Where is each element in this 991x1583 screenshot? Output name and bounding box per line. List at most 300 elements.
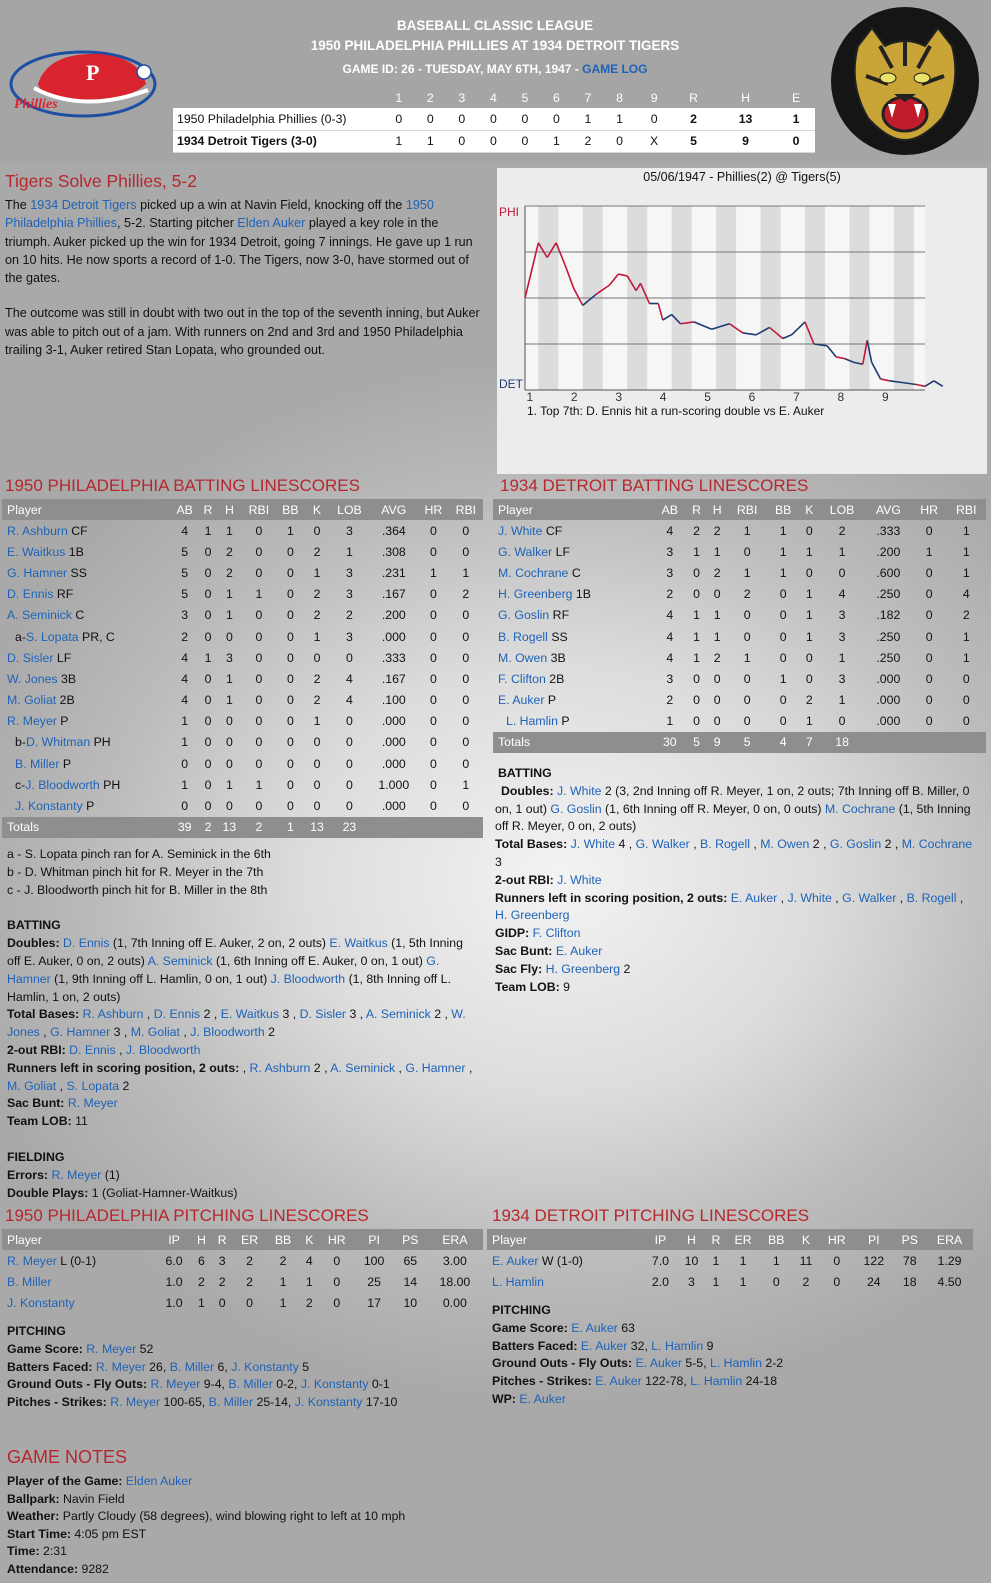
player-link-j-white[interactable]: J. White [498,523,543,538]
stat-cell: 1 [805,714,813,729]
player-link-d-ennis[interactable]: D. Ennis [69,1042,116,1057]
total-cell: 39 [170,817,199,838]
player-link-w-jones[interactable]: W. Jones [7,671,58,686]
stat-cell: 1 [255,587,263,602]
player-link-a-seminick[interactable]: A. Seminick [147,953,213,968]
footnote: a - S. Lopata pinch ran for A. Seminick in the 6th [7,847,271,861]
column-header: HR [319,1229,354,1250]
stat-cell: 0 [713,671,721,686]
player-link-w-jones[interactable]: W. Jones [7,1007,466,1040]
player-link-d-sisler[interactable]: D. Sisler [299,1007,347,1022]
stat-cell: .231 [381,565,406,580]
total-cell: 5 [728,732,767,753]
total-cell: 13 [305,817,330,838]
stat-cell: 0 [925,608,933,623]
inning-score: 0 [509,108,541,130]
player-link-j-white[interactable]: J. White [570,837,616,852]
player-link-e-auker[interactable]: E. Auker [730,890,778,905]
table-row [2,711,483,732]
weather: Weather: Partly Cloudy (58 degrees), wind blowing right to left at 10 mph [7,1509,406,1524]
player-link-m-cochrane[interactable]: M. Cochrane [498,565,569,580]
stat-cell: 0 [246,1295,254,1310]
stat-cell: 25 [367,1274,381,1289]
player-link-e-auker[interactable]: E. Auker [555,943,603,958]
total-cell: 23 [329,817,369,838]
stat-cell: 1 [838,693,846,708]
rhe-cell: 0 [777,130,815,152]
player-link-e-auker[interactable]: E. Auker [635,1356,682,1371]
player-link-m-goliat[interactable]: M. Goliat [7,693,57,708]
stat-cell: .364 [381,523,406,538]
player-of-game-link[interactable]: Elden Auker [125,1474,193,1488]
stat-cell: 0 [462,693,470,708]
stat-cell: 0 [204,608,212,623]
player-link-j-bloodworth[interactable]: J. Bloodworth [25,777,100,792]
player-link-l-hamlin[interactable]: L. Hamlin [492,1274,544,1289]
x-tick-label: 7 [793,390,800,404]
stat-cell: 1 [462,565,470,580]
column-header: Player [2,1229,157,1250]
stat-cell: 0 [462,650,470,665]
player-link-a-seminick[interactable]: A. Seminick [365,1007,431,1022]
stat-cell: 6 [198,1253,205,1268]
total-cell: 13 [217,817,242,838]
stat-cell: 0 [286,735,294,750]
game-log-link[interactable]: GAME LOG [582,62,648,76]
player-link-g-walker[interactable]: G. Walker [635,837,690,852]
stat-cell: 2 [225,544,233,559]
stat-cell: 0 [805,565,813,580]
stat-cell: 0 [255,608,263,623]
stat-cell: 0 [429,608,437,623]
stat-cell: 4 [181,693,189,708]
table-row [493,711,986,732]
player-link-g-goslin[interactable]: G. Goslin [550,801,602,816]
stat-cell: 1.0 [165,1274,183,1289]
stat-cell: 0 [255,629,263,644]
column-header: K [305,499,330,520]
player-link-s-lopata[interactable]: S. Lopata [66,1078,120,1093]
stat-cell: 1 [962,650,970,665]
player-cell: E. Waitkus 1B [7,544,84,559]
inning-header: 2 [426,91,434,105]
column-header: LOB [819,499,865,520]
table-row [493,605,986,626]
stat-cell: 2 [313,587,321,602]
player-link-j-konstanty[interactable]: J. Konstanty [300,1377,369,1392]
table-row [493,520,986,541]
stat-cell: 4 [346,693,353,708]
player-link-m-cochrane[interactable]: M. Cochrane [824,801,896,816]
player-link-h-greenberg[interactable]: H. Greenberg [495,908,570,923]
stat-cell: 5 [181,587,189,602]
player-link-r-meyer[interactable]: R. Meyer [95,1359,146,1374]
column-header: BB [760,1229,793,1250]
player-link-e-auker[interactable]: E. Auker [595,1374,642,1389]
stat-cell: 0 [925,693,933,708]
player-link-e-auker[interactable]: E. Auker [498,693,545,708]
stat-cell: 5 [181,565,189,580]
det-two-out-rbi: 2-out RBI: J. White [495,872,602,887]
player-link-a-seminick[interactable]: A. Seminick [330,1060,396,1075]
player-link-d-ennis[interactable]: D. Ennis [7,587,54,602]
line-score-row [173,130,815,152]
matchup-title: 1950 PHILADELPHIA PHILLIES AT 1934 DETROIT TIGERS [310,38,680,53]
player-cell: M. Cochrane C [498,565,581,580]
player-link-j-konstanty[interactable]: J. Konstanty [7,1295,75,1310]
player-link-r-meyer[interactable]: R. Meyer [51,1167,102,1182]
stat-cell: 2 [805,693,813,708]
stat-cell: 0 [805,650,813,665]
stat-cell: 1 [313,565,321,580]
column-header: IP [644,1229,678,1250]
player-link-a-seminick[interactable]: A. Seminick [7,608,72,623]
game-time: Time: 2:31 [7,1544,67,1559]
stat-cell: 0 [429,756,437,771]
stat-cell: 0 [313,777,321,792]
phi-double-plays: Double Plays: 1 (Goliat-Hamner-Waitkus) [7,1185,238,1200]
stat-cell: 1 [925,544,933,559]
player-link-f-clifton[interactable]: F. Clifton [532,926,581,941]
stat-cell: 0 [429,777,437,792]
player-link-d-ennis[interactable]: D. Ennis [153,1007,201,1022]
stat-cell: 2 [246,1274,254,1289]
phi-batters-faced: Batters Faced: R. Meyer 26, B. Miller 6, J. Konstanty 5 [7,1359,310,1374]
stat-cell: 1 [962,544,970,559]
table-row [2,732,483,753]
player-link-1950-philadelphia-phillies[interactable]: 1950 Philadelphia Phillies [5,198,434,231]
total-cell [418,817,448,838]
stat-cell: .000 [381,735,406,750]
stat-cell: 3 [346,565,353,580]
stat-cell: 2 [181,629,189,644]
column-header: R [212,1229,233,1250]
det-pitching-table [487,1229,973,1292]
stat-cell: 78 [902,1253,917,1268]
recap-headline: Tigers Solve Phillies, 5-2 [5,171,197,191]
player-cell: R. Meyer P [7,714,69,729]
stat-cell: 4 [181,650,189,665]
player-link-g-hamner[interactable]: G. Hamner [50,1025,111,1040]
player-link-d-ennis[interactable]: D. Ennis [63,936,110,951]
total-cell: 18 [819,732,865,753]
inning-header: 8 [616,91,623,105]
stat-cell: .000 [381,756,406,771]
stat-cell: 3 [666,671,674,686]
chart-title: 05/06/1947 - Phillies(2) @ Tigers(5) [643,170,841,184]
stat-cell: 0 [286,544,294,559]
stat-cell: 0 [462,714,470,729]
stat-cell: 18 [902,1274,917,1289]
player-link-elden-auker[interactable]: Elden Auker [237,216,306,231]
player-link-e-auker[interactable]: E. Auker [571,1320,618,1335]
player-cell: D. Ennis RF [7,587,74,602]
footnote: b - D. Whitman pinch hit for R. Meyer in the 7th [7,864,264,879]
inning-score: 0 [446,130,478,152]
player-link-m-owen[interactable]: M. Owen [498,650,548,665]
stat-cell: .333 [381,650,406,665]
player-link-j-konstanty[interactable]: J. Konstanty [231,1359,299,1374]
stat-cell: 1 [712,1274,720,1289]
stat-cell: 0 [925,650,933,665]
inning-score: 0 [604,130,636,152]
inning-score: 1 [415,130,447,152]
stat-cell: 7.0 [651,1253,669,1268]
stat-cell: 2 [198,1274,205,1289]
stat-cell: 2 [713,565,721,580]
stat-cell: 1 [805,544,813,559]
player-link-r-ashburn[interactable]: R. Ashburn [82,1007,144,1022]
inning-score: 1 [541,130,573,152]
stat-cell: 0 [333,1295,341,1310]
player-link-l-hamlin[interactable]: L. Hamlin [651,1338,704,1353]
column-header: ER [726,1229,760,1250]
player-link-b-miller[interactable]: B. Miller [15,756,60,771]
player-link-g-hamner[interactable]: G. Hamner [7,565,68,580]
stat-cell: 4 [962,587,970,602]
stat-cell: 3 [666,565,674,580]
stat-cell: 0 [286,565,294,580]
player-link-m-goliat[interactable]: M. Goliat [7,1078,57,1093]
column-header: R [686,499,707,520]
stat-cell: 0 [925,629,933,644]
player-link-b-miller[interactable]: B. Miller [7,1274,52,1289]
rhe-cell: 1 [777,108,815,130]
player-link-j-konstanty[interactable]: J. Konstanty [15,799,83,814]
player-link-e-auker[interactable]: E. Auker [580,1338,628,1353]
player-link-g-goslin[interactable]: G. Goslin [498,608,550,623]
stat-cell: 3 [688,1274,695,1289]
stat-cell: 0 [925,714,933,729]
stat-cell: 0 [204,629,212,644]
stat-cell: 0 [313,650,321,665]
wp-line-segment [925,381,934,387]
stat-cell: 3 [838,608,846,623]
stat-cell: 0 [743,629,751,644]
player-link-j-white[interactable]: J. White [557,872,602,887]
player-link-s-lopata[interactable]: S. Lopata [25,629,79,644]
player-cell: J. White CF [498,523,563,538]
stat-cell: 1 [838,544,846,559]
pitcher-cell [2,1292,157,1313]
stat-cell: 0 [286,629,294,644]
stat-cell: 4 [181,523,189,538]
player-link-l-hamlin[interactable]: L. Hamlin [506,714,558,729]
stat-cell: 0 [286,650,294,665]
stat-cell: 1 [255,777,263,792]
player-cell: D. Sisler LF [7,650,72,665]
player-link-b-rogell[interactable]: B. Rogell [700,837,750,852]
stat-cell: 2 [313,544,321,559]
column-header: PS [893,1229,926,1250]
stat-cell: 0 [286,587,294,602]
stat-cell: 2 [225,565,233,580]
stat-cell: 1 [279,1295,287,1310]
stat-cell: 2 [666,693,674,708]
player-link-j-bloodworth[interactable]: J. Bloodworth [125,1042,201,1057]
column-header: PS [394,1229,427,1250]
stat-cell: 0 [346,777,353,792]
tigers-logo [830,6,980,156]
stat-cell: 0 [429,714,437,729]
stat-cell: 0 [925,671,933,686]
player-link-r-meyer[interactable]: R. Meyer [150,1377,201,1392]
table-row [493,668,986,689]
player-link-g-walker[interactable]: G. Walker [842,890,897,905]
player-link-r-meyer[interactable]: R. Meyer [110,1395,161,1410]
column-header: H [677,1229,705,1250]
table-row [2,562,483,583]
pitcher-cell [2,1271,157,1292]
total-cell: 7 [800,732,820,753]
stat-cell: 0 [333,1274,341,1289]
fielding-heading: FIELDING [7,1149,65,1164]
stat-cell: .000 [381,629,406,644]
phi-game-score: Game Score: R. Meyer 52 [7,1341,154,1356]
ballpark: Ballpark: Navin Field [7,1491,125,1506]
player-link-r-ashburn[interactable]: R. Ashburn [249,1060,311,1075]
stat-cell: 1 [743,565,751,580]
stat-cell: 1 [712,1253,720,1268]
player-link-j-white[interactable]: J. White [787,890,832,905]
phillies-logo [8,44,158,122]
player-link-g-hamner[interactable]: G. Hamner [7,953,440,986]
det-sac-bunt: Sac Bunt: E. Auker [495,943,603,958]
player-link-r-ashburn[interactable]: R. Ashburn [7,523,68,538]
player-link-j-bloodworth[interactable]: J. Bloodworth [190,1025,265,1040]
det-batters-faced: Batters Faced: E. Auker 32, L. Hamlin 9 [492,1338,714,1353]
player-cell: a-S. Lopata PR, C [15,629,115,644]
total-cell: 4 [767,732,800,753]
stat-cell: 0 [333,1253,341,1268]
stat-cell: 0 [225,629,233,644]
player-link-1934-detroit-tigers[interactable]: 1934 Detroit Tigers [30,198,137,212]
player-link-e-auker[interactable]: E. Auker [519,1391,566,1406]
player-link-j-bloodworth[interactable]: J. Bloodworth [270,971,346,986]
player-link-m-owen[interactable]: M. Owen [760,837,810,852]
player-link-r-meyer[interactable]: R. Meyer [86,1341,137,1356]
total-cell: 2 [199,817,217,838]
stat-cell: 1 [181,735,189,750]
player-link-l-hamlin[interactable]: L. Hamlin [709,1356,762,1371]
table-row [2,1292,483,1313]
total-cell [449,817,483,838]
player-link-f-clifton[interactable]: F. Clifton [498,671,546,686]
stat-cell: 3 [218,1253,226,1268]
stat-cell: 1 [962,523,970,538]
stat-cell: 0 [346,799,353,814]
stat-cell: 2 [962,608,970,623]
player-link-j-white[interactable]: J. White [557,783,602,798]
column-header: R [199,499,217,520]
stat-cell: 0 [693,671,700,686]
stat-cell: 0 [204,587,212,602]
player-link-b-miller[interactable]: B. Miller [208,1395,254,1410]
player-link-e-waitkus[interactable]: E. Waitkus [329,936,388,951]
inning-score: 0 [446,108,478,130]
x-tick-label: 3 [615,390,623,404]
det-team-lob: Team LOB: 9 [495,979,570,994]
stat-cell: 0 [218,1295,226,1310]
stat-cell: 1 [713,629,721,644]
inning-header: R [689,91,698,105]
stat-cell: 0 [313,756,321,771]
player-link-e-waitkus[interactable]: E. Waitkus [220,1007,280,1022]
det-pitching-title: 1934 DETROIT PITCHING LINESCORES [492,1206,810,1225]
stat-cell: 2 [346,608,353,623]
stat-cell: 2 [218,1274,226,1289]
player-link-b-miller[interactable]: B. Miller [169,1359,215,1374]
bottom-team-label: DET [499,377,523,391]
player-link-e-waitkus[interactable]: E. Waitkus [7,544,66,559]
stat-cell: 1 [743,523,751,538]
player-link-b-rogell[interactable]: B. Rogell [906,890,957,905]
x-tick-label: 4 [659,390,667,404]
det-batting-notes [495,765,977,996]
stat-cell: 0 [255,650,263,665]
table-row [2,690,483,711]
stat-cell: 0 [313,799,321,814]
batting-heading: BATTING [7,918,61,933]
player-link-r-meyer[interactable]: R. Meyer [7,1253,57,1268]
player-cell: F. Clifton 2B [498,671,565,686]
stat-cell: 2 [313,693,321,708]
stat-cell: 0 [429,671,437,686]
player-link-m-goliat[interactable]: M. Goliat [130,1025,180,1040]
column-header: RBI [449,499,483,520]
stat-cell: 0 [255,671,263,686]
rhe-cell: 2 [673,108,714,130]
player-link-g-goslin[interactable]: G. Goslin [829,837,882,852]
stat-cell: 4 [666,608,674,623]
stat-cell: 0 [833,1274,841,1289]
stat-cell: 122 [863,1253,885,1268]
stat-cell: 0 [429,544,437,559]
inning-score: 0 [415,108,447,130]
chart-annotation: 1. Top 7th: D. Ennis hit a run-scoring double vs E. Auker [527,404,825,418]
stat-cell: 1 [666,714,674,729]
player-link-m-cochrane[interactable]: M. Cochrane [901,837,973,852]
stat-cell: 0 [962,693,970,708]
player-link-j-konstanty[interactable]: J. Konstanty [294,1395,363,1410]
player-link-h-greenberg[interactable]: H. Greenberg [498,587,573,602]
stat-cell: 0 [204,799,212,814]
player-link-l-hamlin[interactable]: L. Hamlin [690,1374,743,1389]
player-link-b-miller[interactable]: B. Miller [228,1377,273,1392]
table-row [2,1271,483,1292]
stat-cell: 0 [255,693,263,708]
det-batting-table [493,499,986,753]
player-cell: B. Rogell SS [498,629,568,644]
player-link-r-meyer[interactable]: R. Meyer [7,714,57,729]
player-link-r-meyer[interactable]: R. Meyer [67,1096,118,1111]
stat-cell: 0 [346,650,353,665]
column-header: BB [276,499,305,520]
stat-cell: 1 [181,777,189,792]
player-link-h-greenberg[interactable]: H. Greenberg [545,961,621,976]
column-header: AVG [369,499,418,520]
player-link-e-auker[interactable]: E. Auker [492,1253,539,1268]
x-tick-label: 9 [882,390,889,404]
player-link-d-whitman[interactable]: D. Whitman [25,735,91,750]
player-link-g-hamner[interactable]: G. Hamner [405,1060,466,1075]
player-link-d-sisler[interactable]: D. Sisler [7,650,54,665]
stat-cell: 0 [779,587,787,602]
pitcher-cell: R. Meyer L (0-1) [7,1253,97,1268]
player-link-b-rogell[interactable]: B. Rogell [498,629,548,644]
total-cell: 1 [276,817,305,838]
player-link-g-walker[interactable]: G. Walker [498,544,553,559]
